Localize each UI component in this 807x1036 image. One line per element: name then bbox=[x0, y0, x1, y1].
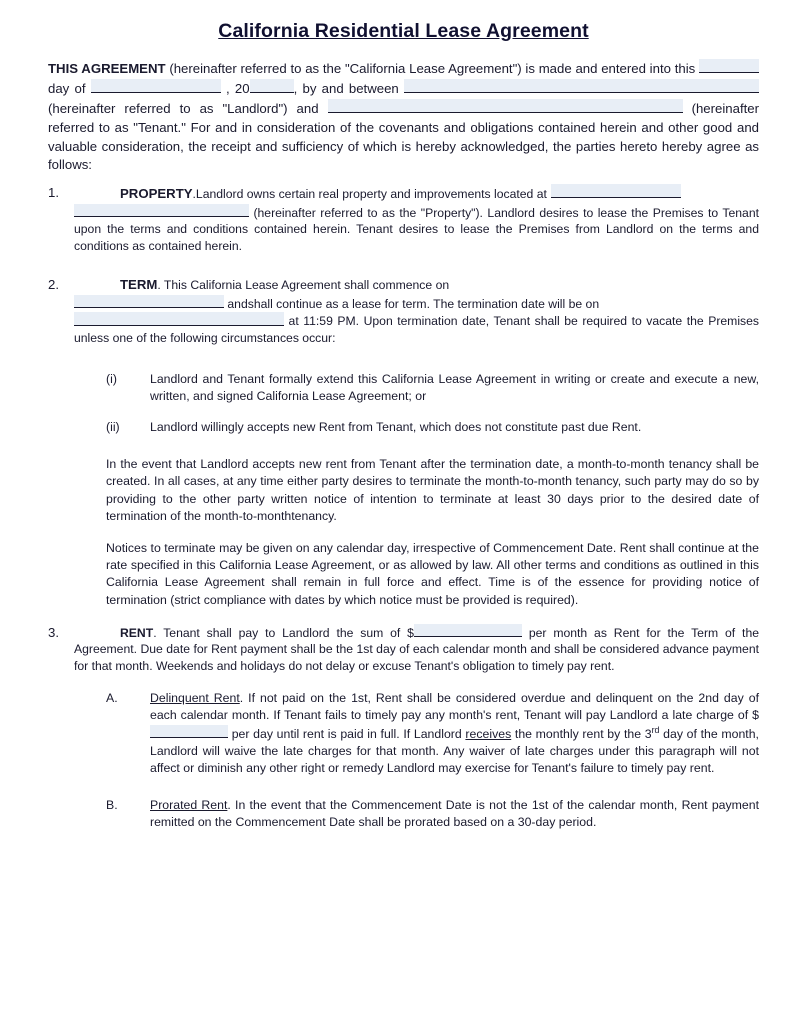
sub-item-i-label: (i) bbox=[106, 372, 117, 387]
section-3-heading: RENT bbox=[120, 625, 154, 640]
section-rent bbox=[48, 624, 759, 674]
blank-termination-date[interactable] bbox=[74, 312, 284, 325]
section-3-number: 3. bbox=[48, 624, 59, 640]
blank-property-address-2[interactable] bbox=[74, 204, 249, 217]
section-term bbox=[48, 276, 759, 355]
section-2-line-3 bbox=[74, 312, 759, 346]
section-1-line-2 bbox=[74, 204, 759, 254]
section-2-text-3: at 11:59 PM. Upon termination date, Tenant shall be required to vacate the Premises unless one of the following circumstances occur: bbox=[74, 314, 759, 345]
page-title: California Residential Lease Agreement bbox=[218, 20, 589, 42]
sub-item-a-text-3: the monthly rent by the 3 bbox=[514, 727, 652, 742]
sub-item-a-ordinal: rd bbox=[651, 724, 660, 735]
intro-text-6: (hereinafter referred to as "Tenant." For and in consideration of the covenants and obligations contained herein and other good and valuable consideration, the receipt and sufficiency of which is hereby acknowledged, the parties hereto hereby agree as follows: bbox=[48, 101, 760, 173]
sub-item-a-body bbox=[150, 690, 759, 777]
section-3-body bbox=[74, 624, 759, 674]
blank-property-address-1[interactable] bbox=[551, 184, 681, 198]
sub-item-a-label: A. bbox=[106, 691, 118, 705]
section-2-text-1: . This California Lease Agreement shall commence on bbox=[157, 278, 450, 293]
section-2-sub-item-ii bbox=[48, 419, 759, 436]
blank-monthly-rent-amount[interactable] bbox=[414, 624, 522, 637]
sub-item-a-title: Delinquent Rent bbox=[150, 691, 240, 705]
section-2-line-1 bbox=[74, 276, 759, 295]
intro-paragraph bbox=[48, 59, 759, 175]
section-3-sub-item-a bbox=[48, 690, 759, 777]
section-2-sub-item-i bbox=[48, 371, 759, 405]
section-2-paragraph-1: In the event that Landlord accepts new rent from Tenant after the termination date, a month-to-month tenancy shall be created. In all cases, at any time either party desires to terminate the month-to-month tenancy, such party may do so by providing to the other party written notice of intention to terminate at least 30 days prior to the desired date of termination of the month-to-monthtenancy. bbox=[106, 457, 759, 523]
section-1-text-1: .Landlord owns certain real property and improvements located at bbox=[192, 187, 547, 202]
intro-text-1: (hereinafter referred to as the "California Lease Agreement") is made and entered into this bbox=[169, 61, 696, 77]
sub-item-b-body bbox=[150, 797, 759, 831]
blank-tenant-name-field[interactable] bbox=[328, 99, 683, 113]
sub-item-a-text-4: day of the month, Landlord will waive the late charges for that month. Any waiver of late charges under this paragraph will not affect or diminish any other right or remedy Landlord may exercise for Tenant's failure to timely pay rent. bbox=[150, 727, 759, 775]
sub-item-a-text-1: . If not paid on the 1st, Rent shall be considered overdue and delinquent on the 2nd day of each calendar month. If Tenant fails to timely pay any month's rent, Tenant will pay Landlord a late charge of $ bbox=[150, 691, 759, 722]
sub-item-i-text: Landlord and Tenant formally extend this California Lease Agreement in writing or create and execute a new, written, and signed California Lease Agreement; or bbox=[150, 372, 759, 404]
section-3-sub-item-b bbox=[48, 797, 759, 831]
sub-item-ii-label: (ii) bbox=[106, 420, 120, 435]
sub-item-b-title: Prorated Rent bbox=[150, 797, 228, 812]
sub-item-b-label: B. bbox=[106, 797, 118, 812]
intro-lead: THIS AGREEMENT bbox=[48, 61, 166, 77]
blank-month-field[interactable] bbox=[91, 79, 221, 93]
section-property bbox=[48, 184, 759, 254]
section-1-heading: PROPERTY bbox=[120, 186, 193, 202]
blank-commencement-date[interactable] bbox=[74, 295, 224, 308]
section-1-number: 1. bbox=[48, 184, 59, 200]
sub-item-a-receives: receives bbox=[465, 727, 512, 742]
section-2-line-2 bbox=[74, 295, 759, 313]
intro-text-3: , 20 bbox=[226, 81, 250, 97]
blank-year-field[interactable] bbox=[250, 79, 294, 93]
section-1-text-2: (hereinafter referred to as the "Property"). Landlord desires to lease the Premises to Tenant upon the terms and conditions contained herein. Tenant desires to lease the Premises from Landlord on the terms and conditions as contained herein. bbox=[74, 206, 759, 253]
intro-text-5: (hereinafter referred to as "Landlord") and bbox=[48, 101, 319, 117]
section-2-paragraph-2: Notices to terminate may be given on any calendar day, irrespective of Commencement Date. Rent shall continue at the rate specified in this California Lease Agreement, or as allowed by law. All other terms and conditions as outlined in this California Lease Agreement shall remain in full force and effect. Time is of the essence for providing notice of termination (strict compliance with dates by which notice must be provided is required). bbox=[106, 540, 759, 607]
section-3-text-2: per month as Rent for the Term of the Agreement. Due date for Rent payment shall be the 1st day of each calendar month and shall be considered advance payment for that month. Weekends and holidays do not delay or excuse Tenant's obligation to timely pay rent. bbox=[74, 625, 760, 673]
blank-late-charge-amount[interactable] bbox=[150, 725, 228, 738]
section-1-line-1 bbox=[74, 184, 759, 204]
section-2-number: 2. bbox=[48, 277, 59, 293]
blank-day-field[interactable] bbox=[699, 59, 759, 73]
blank-landlord-name-field[interactable] bbox=[404, 79, 759, 93]
sub-item-ii-text: Landlord willingly accepts new Rent from Tenant, which does not constitute past due Rent. bbox=[150, 420, 642, 435]
section-2-heading: TERM bbox=[120, 277, 158, 293]
intro-text-4: , by and between bbox=[293, 81, 399, 97]
sub-item-b-text-1: . In the event that the Commencement Date is not the 1st of the calendar month, Rent payment remitted on the Commencement Date shall be prorated based on a 30-day period. bbox=[150, 797, 759, 829]
section-3-text-1: . Tenant shall pay to Landlord the sum of $ bbox=[153, 625, 414, 640]
section-2-text-2: andshall continue as a lease for term. The termination date will be on bbox=[227, 297, 600, 312]
sub-item-a-text-2: per day until rent is paid in full. If Landlord bbox=[231, 727, 462, 742]
intro-text-2: day of bbox=[48, 81, 86, 97]
